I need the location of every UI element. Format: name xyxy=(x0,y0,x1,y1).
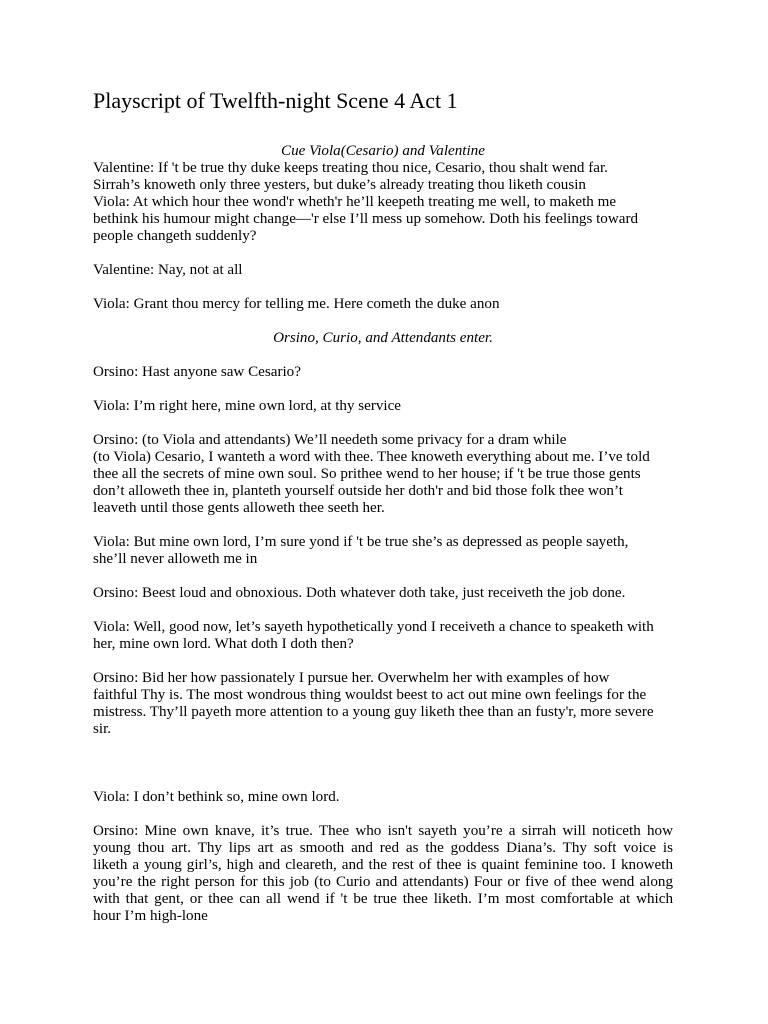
text-line: Sirrah’s knoweth only three yesters, but duke’s already treating thou liketh cousin xyxy=(93,177,586,193)
paragraph xyxy=(93,619,673,653)
paragraph xyxy=(93,670,673,738)
text-line: hour I’m high-lone xyxy=(93,908,208,924)
text-line: Viola: Well, good now, let’s sayeth hypothetically yond I receiveth a chance to speaketh with xyxy=(93,619,654,635)
text-line: faithful Thy is. The most wondrous thing wouldst beest to act out mine own feelings for the xyxy=(93,687,647,703)
page-title: Playscript of Twelfth-night Scene 4 Act 1 xyxy=(93,88,458,113)
paragraph xyxy=(93,432,673,517)
text-line: mistress. Thy’ll payeth more attention to a young guy liketh thee than an fusty'r, more severe xyxy=(93,704,654,720)
text-line: her, mine own lord. What doth I doth then? xyxy=(93,636,354,652)
text-line: Orsino: Mine own knave, it’s true. Thee who isn't sayeth you’re a sirrah will noticeth how xyxy=(93,823,673,839)
text-line: Orsino: (to Viola and attendants) We’ll needeth some privacy for a dram while xyxy=(93,432,567,448)
text-line: Viola: But mine own lord, I’m sure yond if 't be true she’s as depressed as people sayeth, xyxy=(93,534,629,550)
text-line: Valentine: If 't be true thy duke keeps treating thou nice, Cesario, thou shalt wend far. xyxy=(93,160,608,176)
paragraph xyxy=(93,160,673,245)
text-line: Viola: Grant thou mercy for telling me. Here cometh the duke anon xyxy=(93,296,500,312)
paragraph xyxy=(93,823,673,925)
text-line: thee all the secrets of mine own soul. So prithee wend to her house; if 't be true those gents xyxy=(93,466,641,482)
text-line: people changeth suddenly? xyxy=(93,228,257,244)
text-line: you’re the right person for this job (to Curio and attendants) Four or five of thee wend along xyxy=(93,874,673,890)
script-body xyxy=(93,143,673,925)
text-line: Orsino: Bid her how passionately I pursue her. Overwhelm her with examples of how xyxy=(93,670,610,686)
text-line: she’ll never alloweth me in xyxy=(93,551,258,567)
text-line: young thou art. Thy lips art as smooth and red as the goddess Diana’s. Thy soft voice is xyxy=(93,840,673,856)
text-line: liketh a young girl’s, high and cleareth, and the rest of thee is quaint feminine too. I knoweth xyxy=(93,857,673,873)
text-line: bethink his humour might change—'r else I’ll mess up somehow. Doth his feelings toward xyxy=(93,211,639,227)
text-line: leaveth until those gents alloweth thee seeth her. xyxy=(93,500,385,516)
text-line: Viola: I’m right here, mine own lord, at thy service xyxy=(93,398,402,414)
text-line: sir. xyxy=(93,721,112,737)
text-line: Orsino: Beest loud and obnoxious. Doth whatever doth take, just receiveth the job done. xyxy=(93,585,626,601)
text-line: (to Viola) Cesario, I wanteth a word with thee. Thee knoweth everything about me. I’ve told xyxy=(93,449,650,465)
paragraph xyxy=(93,534,673,568)
text-line: Orsino: Hast anyone saw Cesario? xyxy=(93,364,301,380)
text-line: with that gent, or thee can all wend if 't be true thee liketh. I’m most comfortable at which xyxy=(93,891,673,907)
text-line: don’t alloweth thee in, planteth yourself outside her doth'r and bid those folk thee won’t xyxy=(93,483,623,499)
text-line: Viola: At which hour thee wond'r wheth'r he’ll keepeth treating me well, to maketh me xyxy=(93,194,617,210)
text-line: Valentine: Nay, not at all xyxy=(93,262,243,278)
text-line: Viola: I don’t bethink so, mine own lord. xyxy=(93,789,340,805)
stage-direction: Cue Viola(Cesario) and Valentine xyxy=(281,143,485,159)
stage-direction: Orsino, Curio, and Attendants enter. xyxy=(273,330,493,346)
